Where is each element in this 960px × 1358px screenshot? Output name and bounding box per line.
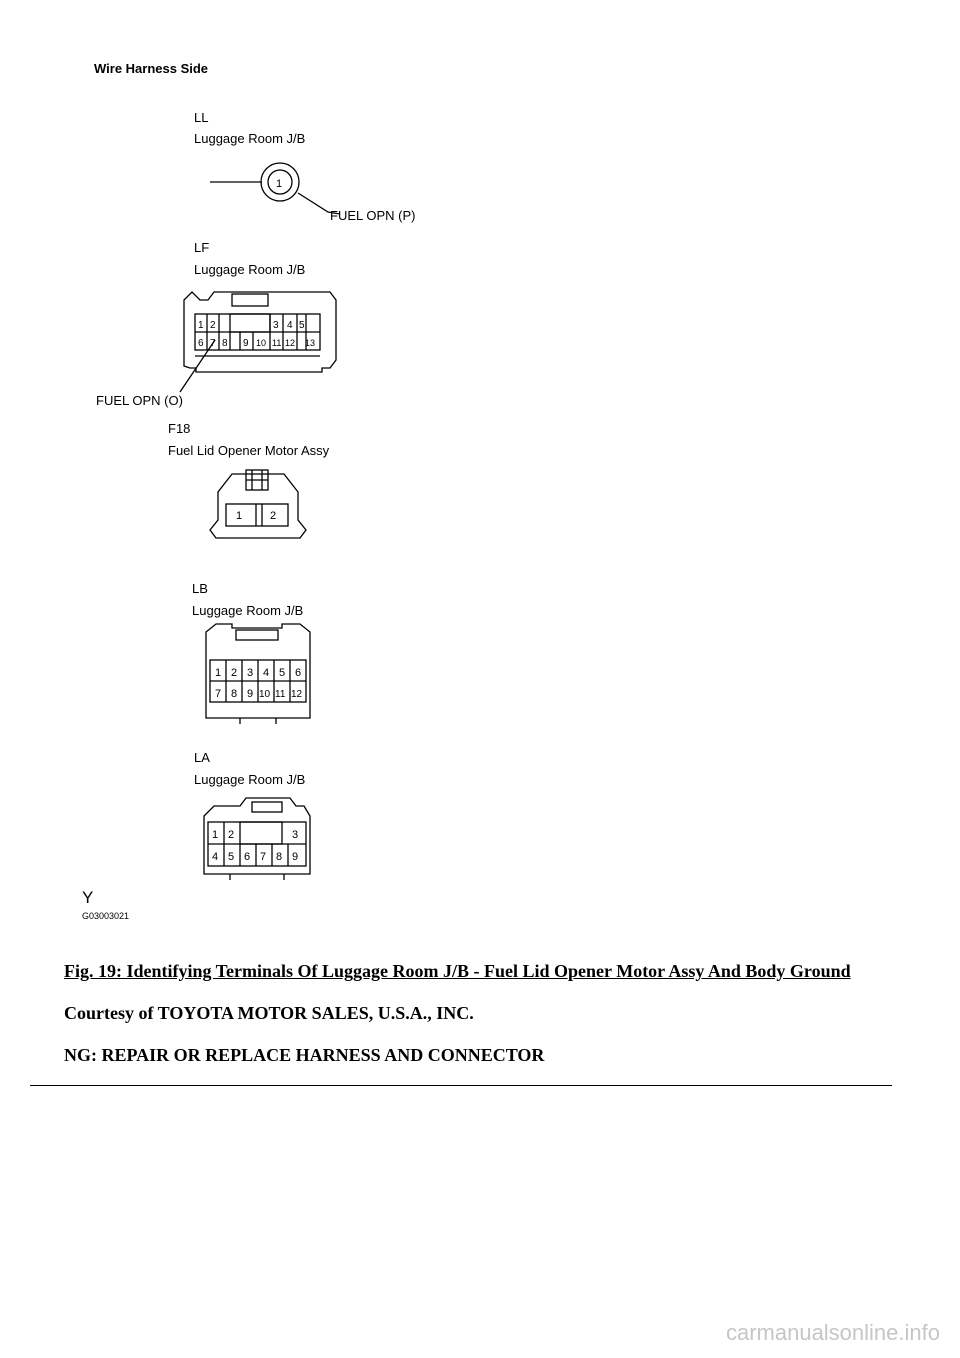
result-instruction: NG: REPAIR OR REPLACE HARNESS AND CONNECTOR bbox=[64, 1045, 545, 1065]
terminal-label: 7 bbox=[210, 338, 216, 349]
terminal-label: 12 bbox=[285, 338, 296, 348]
terminal-label: 9 bbox=[292, 851, 299, 863]
terminal-label: 9 bbox=[243, 338, 249, 349]
connector-code-lb: LB bbox=[192, 581, 208, 596]
watermark: carmanualsonline.info bbox=[725, 1320, 940, 1345]
terminal-label: 4 bbox=[212, 851, 219, 863]
terminal-label: 10 bbox=[256, 338, 267, 348]
connector-name-lb: Luggage Room J/B bbox=[192, 603, 304, 618]
connector-code-f18: F18 bbox=[168, 421, 191, 436]
connector-name-ll: Luggage Room J/B bbox=[194, 131, 306, 146]
terminal-label: 2 bbox=[270, 510, 277, 522]
terminal-label: 8 bbox=[222, 338, 228, 349]
terminal-label: 1 bbox=[236, 510, 243, 522]
terminal-label: 1 bbox=[212, 829, 219, 841]
terminal-label: 5 bbox=[279, 667, 286, 679]
terminal-label: 3 bbox=[247, 667, 254, 679]
view-label: Wire Harness Side bbox=[94, 61, 209, 76]
connector-name-lf: Luggage Room J/B bbox=[194, 262, 306, 277]
terminal-label: 11 bbox=[275, 689, 286, 700]
terminal-label: 9 bbox=[247, 688, 254, 700]
terminal-label: 13 bbox=[305, 338, 316, 348]
terminal-label: 8 bbox=[231, 688, 238, 700]
connector-code-lf: LF bbox=[194, 240, 210, 255]
terminal-label: 5 bbox=[228, 851, 235, 863]
terminal-label: 7 bbox=[260, 851, 267, 863]
terminal-label: 1 bbox=[198, 320, 204, 331]
terminal-label: 11 bbox=[272, 338, 282, 348]
terminal-label: 5 bbox=[299, 320, 305, 331]
terminal-label: 4 bbox=[287, 320, 293, 331]
connector-code-la: LA bbox=[194, 750, 210, 765]
terminal-label: 6 bbox=[244, 851, 251, 863]
terminal-label: 7 bbox=[215, 688, 222, 700]
ground-label: Y bbox=[82, 888, 94, 907]
callout-fuel-opn-o: FUEL OPN (O) bbox=[96, 393, 183, 408]
terminal-label: 8 bbox=[276, 851, 283, 863]
terminal-label: 6 bbox=[198, 338, 204, 349]
terminal-label: 2 bbox=[210, 320, 216, 331]
terminal-label: 12 bbox=[291, 689, 303, 700]
terminal-label: 6 bbox=[295, 667, 302, 679]
terminal-label: 2 bbox=[231, 667, 238, 679]
figure-title: Fig. 19: Identifying Terminals Of Luggage Room J/B - Fuel Lid Opener Motor Assy And Body Ground bbox=[64, 961, 851, 981]
figure-code: G03003021 bbox=[82, 911, 130, 921]
terminal-label: 1 bbox=[276, 178, 283, 190]
terminal-label: 2 bbox=[228, 829, 235, 841]
terminal-label: 1 bbox=[215, 667, 222, 679]
horizontal-rule bbox=[30, 1085, 892, 1086]
connector-name-f18: Fuel Lid Opener Motor Assy bbox=[168, 443, 330, 458]
terminal-label: 10 bbox=[259, 689, 271, 700]
terminal-label: 4 bbox=[263, 667, 270, 679]
terminal-label: 3 bbox=[273, 320, 279, 331]
callout-fuel-opn-p: FUEL OPN (P) bbox=[330, 208, 416, 223]
terminal-label: 3 bbox=[292, 829, 299, 841]
courtesy-line: Courtesy of TOYOTA MOTOR SALES, U.S.A., INC. bbox=[64, 1003, 474, 1023]
connector-name-la: Luggage Room J/B bbox=[194, 772, 306, 787]
connector-code-ll: LL bbox=[194, 110, 209, 125]
